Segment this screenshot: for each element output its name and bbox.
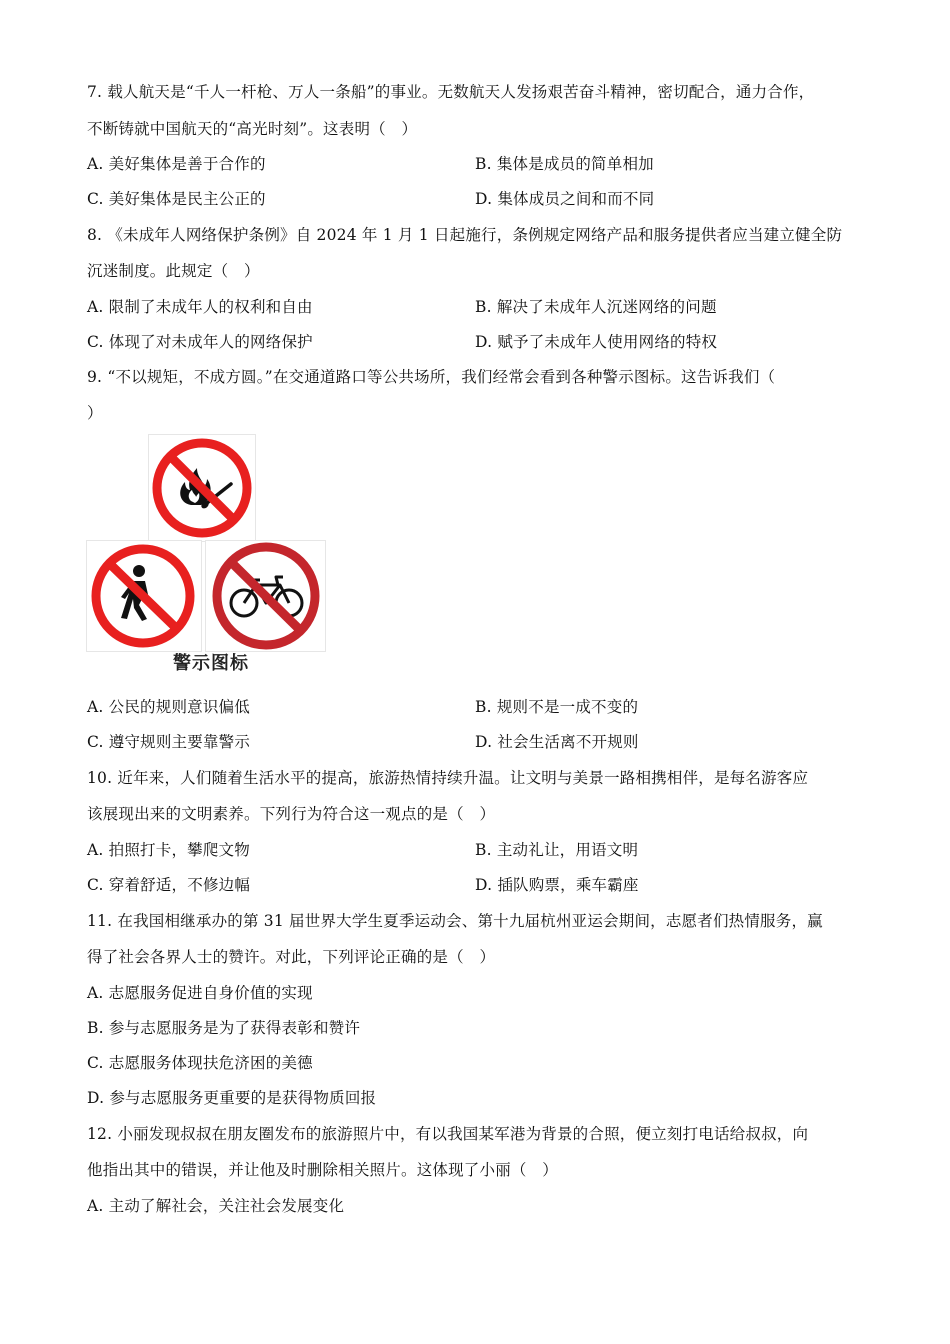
q12-stem-line2: 他指出其中的错误，并让他及时删除相关照片。这体现了小丽（ ）: [87, 1161, 559, 1179]
q7-option-d: D. 集体成员之间和而不同: [475, 190, 655, 208]
q10-stem-line1: 10. 近年来，人们随着生活水平的提高，旅游热情持续升温。让文明与美景一路相携相伴，是每名游客应: [87, 769, 809, 787]
no-bicycles-sign: [205, 540, 326, 652]
q7-stem-line1: 7. 载人航天是“千人一杆枪、万人一条船”的事业。无数航天人发扬艰苦奋斗精神，密切配合，通力合作，: [87, 83, 815, 101]
q10-option-a: A. 拍照打卡，攀爬文物: [87, 841, 250, 859]
q10-option-b: B. 主动礼让，用语文明: [475, 841, 639, 859]
q8-stem-line1: 8. 《未成年人网络保护条例》自 2024 年 1 月 1 日起施行，条例规定网络产品和服务提供者应当建立健全防: [87, 226, 843, 244]
q9-option-b: B. 规则不是一成不变的: [475, 698, 639, 716]
no-fire-sign: [148, 434, 256, 542]
q11-option-d: D. 参与志愿服务更重要的是获得物质回报: [87, 1089, 377, 1107]
q7-option-a: A. 美好集体是善于合作的: [87, 155, 266, 173]
q8-option-c: C. 体现了对未成年人的网络保护: [87, 333, 313, 351]
q11-option-c: C. 志愿服务体现扶危济困的美德: [87, 1054, 313, 1072]
q9-stem-line2: ）: [87, 404, 103, 422]
q8-option-b: B. 解决了未成年人沉迷网络的问题: [475, 298, 717, 316]
q8-stem-line2: 沉迷制度。此规定（ ）: [87, 262, 260, 280]
q11-option-a: A. 志愿服务促进自身价值的实现: [87, 984, 313, 1002]
q8-option-a: A. 限制了未成年人的权利和自由: [87, 298, 313, 316]
q11-stem-line1: 11. 在我国相继承办的第 31 届世界大学生夏季运动会、第十九届杭州亚运会期间，志愿者们热情服务，赢: [87, 912, 823, 930]
q10-option-d: D. 插队购票，乘车霸座: [475, 876, 639, 894]
q10-stem-line2: 该展现出来的文明素养。下列行为符合这一观点的是（ ）: [87, 805, 496, 823]
q12-option-a: A. 主动了解社会，关注社会发展变化: [87, 1197, 345, 1215]
q9-option-d: D. 社会生活离不开规则: [475, 733, 639, 751]
q7-stem-line2: 不断铸就中国航天的“高光时刻”。这表明（ ）: [87, 120, 418, 138]
warning-signs-figure: [86, 434, 326, 680]
q9-stem-line1: 9. “不以规矩，不成方圆。”在交通道路口等公共场所，我们经常会看到各种警示图标。这告诉我们（: [87, 368, 776, 386]
q10-option-c: C. 穿着舒适，不修边幅: [87, 876, 251, 894]
q12-stem-line1: 12. 小丽发现叔叔在朋友圈发布的旅游照片中，有以我国某军港为背景的合照，便立刻打电话给叔叔，向: [87, 1125, 809, 1143]
q7-option-b: B. 集体是成员的简单相加: [475, 155, 654, 173]
q9-option-c: C. 遵守规则主要靠警示: [87, 733, 251, 751]
q11-option-b: B. 参与志愿服务是为了获得表彰和赞许: [87, 1019, 361, 1037]
no-pedestrians-sign: [86, 540, 202, 652]
q11-stem-line2: 得了社会各界人士的赞许。对此，下列评论正确的是（ ）: [87, 948, 496, 966]
q9-option-a: A. 公民的规则意识偏低: [87, 698, 250, 716]
no-fire-icon: [149, 435, 255, 541]
no-pedestrian-icon: [87, 541, 201, 651]
figure-caption: 警示图标: [173, 653, 249, 674]
q7-option-c: C. 美好集体是民主公正的: [87, 190, 266, 208]
q8-option-d: D. 赋予了未成年人使用网络的特权: [475, 333, 718, 351]
no-bicycle-icon: [206, 541, 325, 651]
